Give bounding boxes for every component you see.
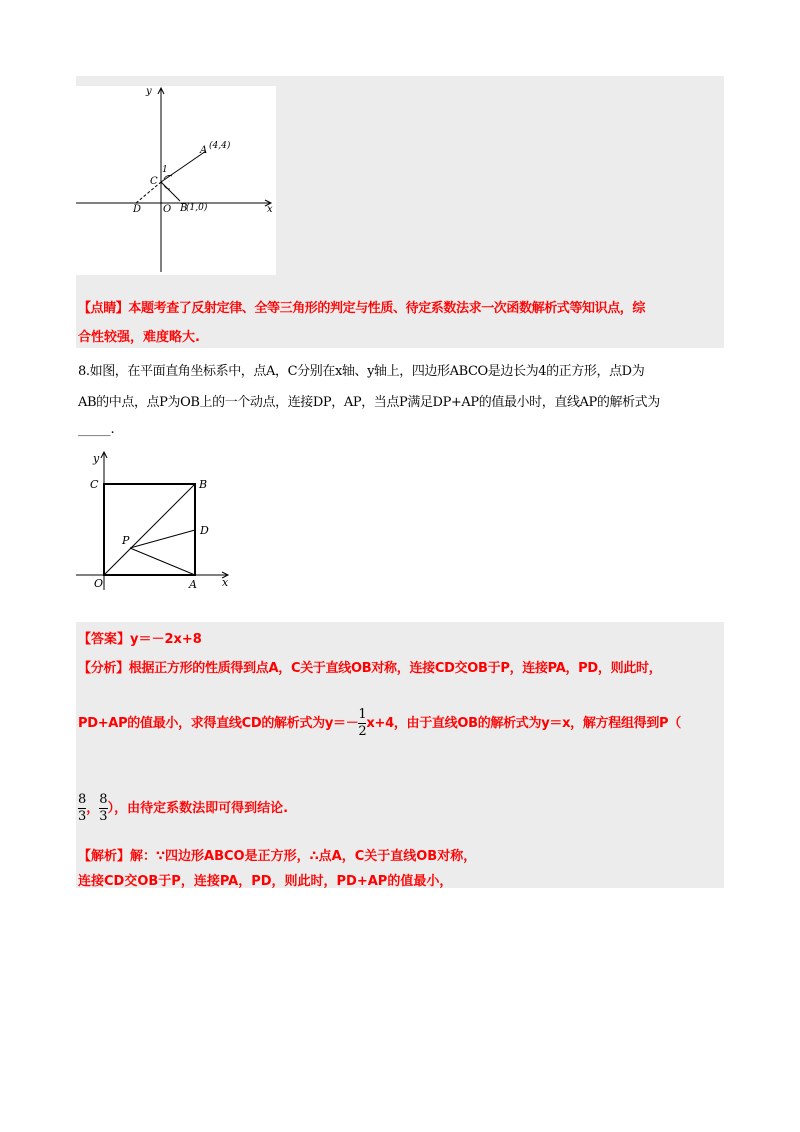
fraction-numerator: 8	[78, 792, 87, 807]
fig2-label-x: x	[222, 576, 229, 589]
fig1-label-1: 1	[162, 165, 168, 175]
fig2-label-c: C	[90, 478, 99, 491]
solution-line-2: 连接CD交OB于P，连接PA，PD，则此时，PD+AP的值最小，	[78, 874, 453, 889]
fig1-label-o: O	[163, 204, 172, 215]
analysis-line-2-pre: PD+AP的值最小，求得直线CD的解析式为y＝－	[78, 716, 359, 731]
analysis-line-3	[78, 792, 288, 825]
analysis-line-1: 【分析】根据正方形的性质得到点A，C关于直线OB对称，连接CD交OB于P，连接PA，PD，则此时，	[78, 661, 662, 676]
fig2-label-d: D	[200, 524, 209, 537]
fig1-label-d: D	[133, 204, 142, 215]
fraction-denominator: 3	[78, 809, 87, 824]
fig1-label-x: x	[267, 204, 273, 215]
figure-1	[76, 86, 276, 275]
fig1-label-a: A	[200, 145, 208, 156]
solution-line-1: 【解析】解：∵四边形ABCO是正方形，∴点A，C关于直线OB对称，	[78, 849, 477, 864]
question-8-line-2: AB的中点，点P为OB上的一个动点，连接DP，AP，当点P满足DP+AP的值最小时，直线AP的解析式为	[78, 395, 660, 410]
fraction-numerator: 8	[99, 792, 108, 807]
fig1-label-c: C	[150, 176, 158, 187]
fraction-denominator: 2	[358, 724, 367, 739]
fig1-label-b: B	[180, 203, 188, 214]
note-line-2: 合性较强，难度略大.	[78, 330, 200, 345]
fraction-eight-thirds-y	[99, 792, 107, 825]
fig1-label-y: y	[146, 86, 152, 97]
fraction-comma: ，	[86, 801, 100, 816]
question-8-blank: _____.	[78, 422, 115, 437]
fig2-label-p: P	[122, 534, 130, 547]
figure-2	[76, 448, 236, 592]
note-line-1: 【点睛】本题考查了反射定律、全等三角形的判定与性质、待定系数法求一次函数解析式等知识点，综	[78, 301, 646, 316]
analysis-line-2-post: x+4，由于直线OB的解析式为y＝x，解方程组得到P（	[366, 716, 681, 731]
answer-line: 【答案】y＝－2x+8	[78, 632, 202, 647]
fig2-label-y: y	[93, 452, 100, 465]
fig1-label-a-coord: (4,4)	[209, 141, 231, 151]
fig2-label-a: A	[189, 578, 197, 591]
fraction-numerator: 1	[358, 707, 367, 722]
fig1-label-b-coord: (1,0)	[186, 203, 208, 213]
fig2-label-b: B	[199, 478, 208, 491]
question-8-line-1: 8.如图，在平面直角坐标系中，点A，C分别在x轴、y轴上，四边形ABCO是边长为4的正方形，点D为	[78, 364, 645, 379]
analysis-line-2	[78, 707, 681, 740]
fraction-denominator: 3	[99, 809, 108, 824]
fig2-label-o: O	[94, 577, 104, 590]
analysis-line-3-post: ），由待定系数法即可得到结论.	[107, 801, 289, 816]
